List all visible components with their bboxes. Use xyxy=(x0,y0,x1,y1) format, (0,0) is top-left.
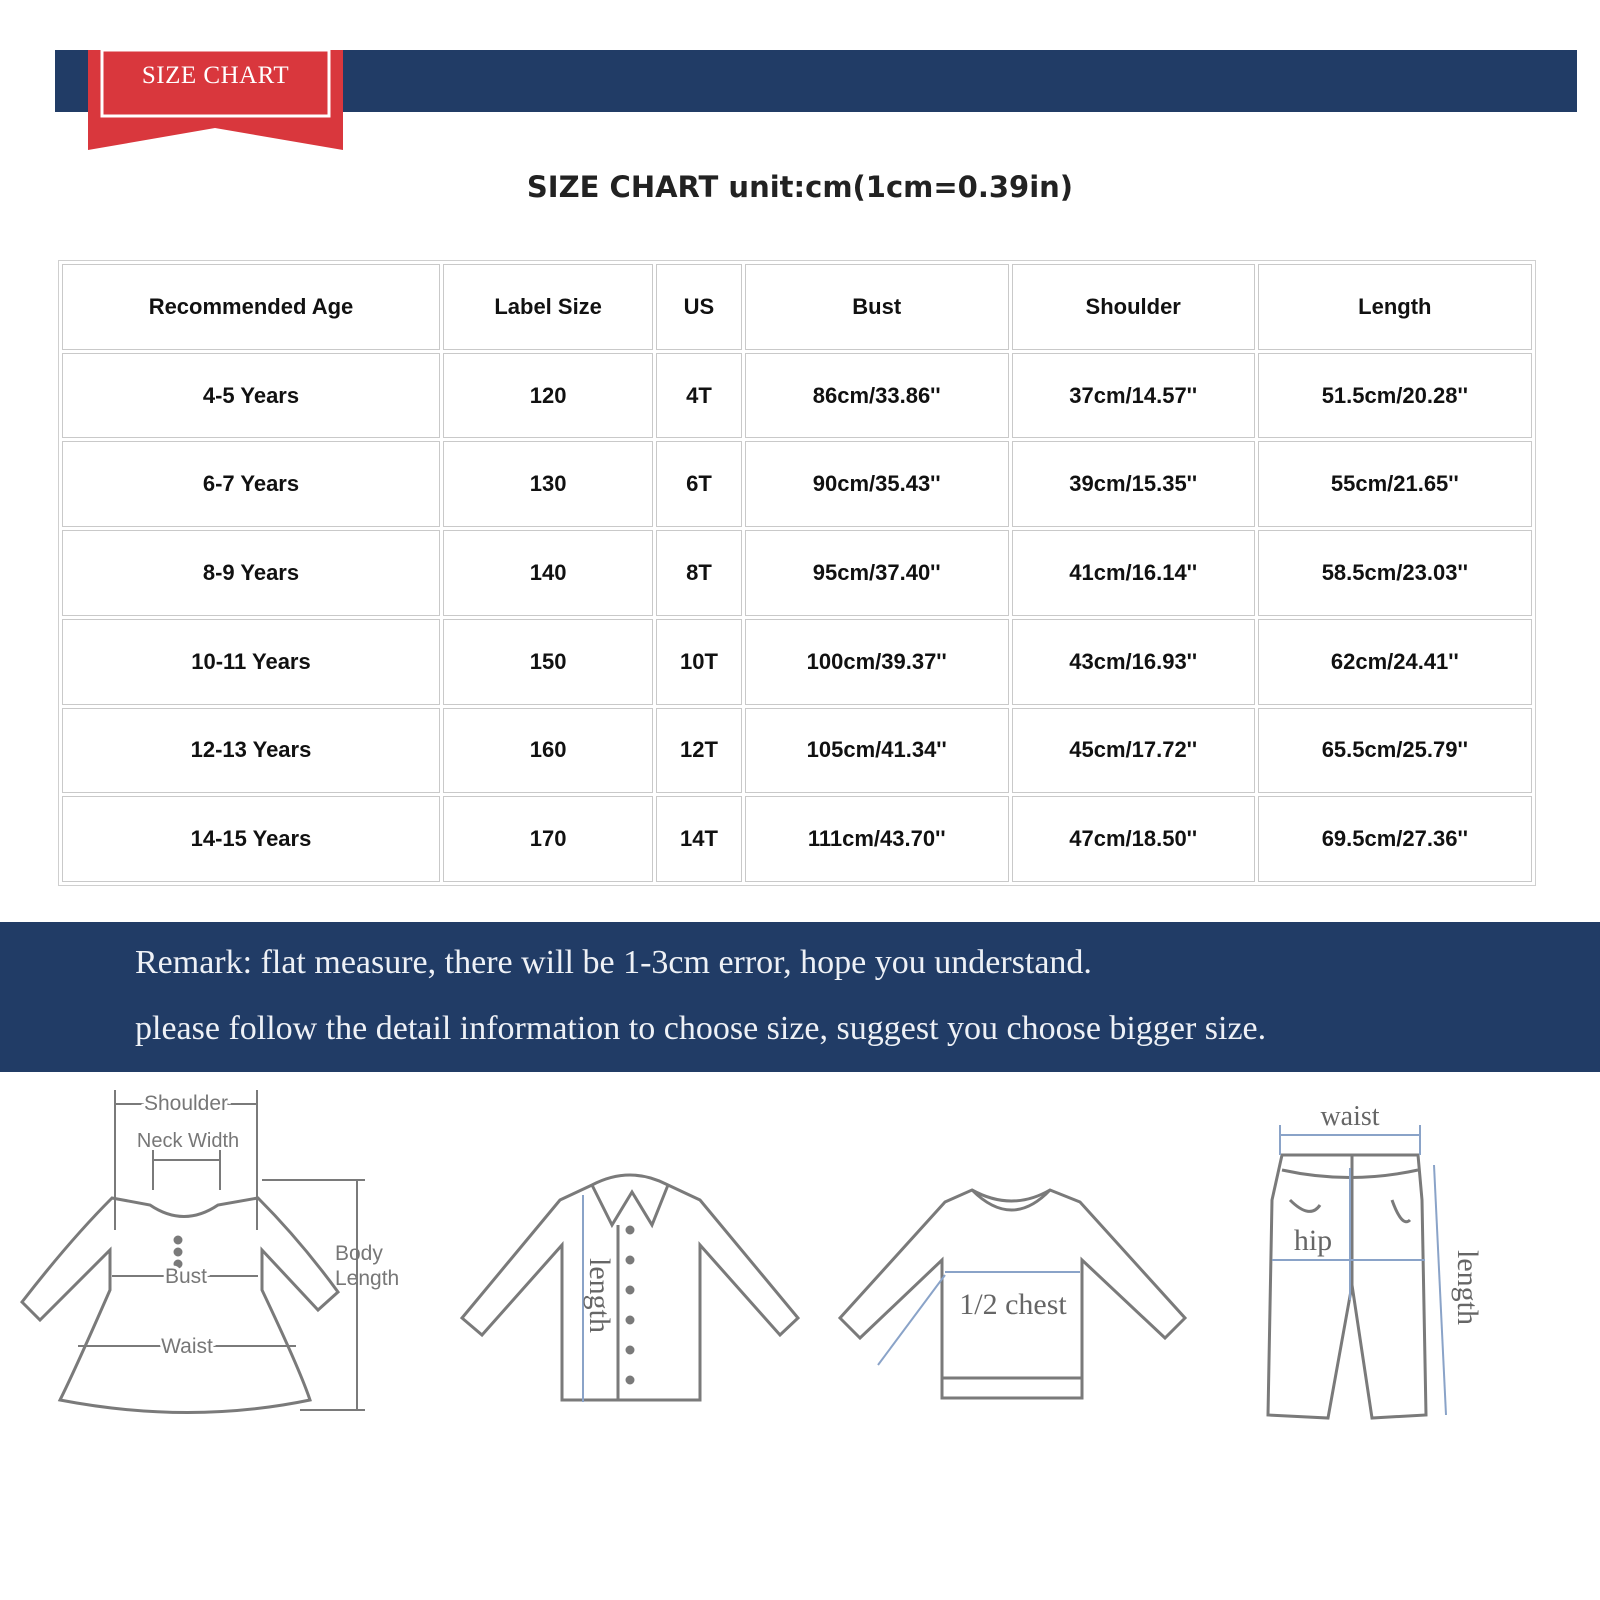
cell-bust: 111cm/43.70'' xyxy=(745,796,1009,882)
cell-shoulder: 39cm/15.35'' xyxy=(1012,441,1255,527)
cell-bust: 90cm/35.43'' xyxy=(745,441,1009,527)
table-row xyxy=(62,530,1532,616)
cell-us: 10T xyxy=(656,619,741,705)
cell-label-size: 130 xyxy=(443,441,653,527)
cell-length: 51.5cm/20.28'' xyxy=(1258,353,1532,439)
table-row xyxy=(62,441,1532,527)
measurement-diagrams xyxy=(0,1080,1600,1460)
cell-shoulder: 41cm/16.14'' xyxy=(1012,530,1255,616)
cell-bust: 105cm/41.34'' xyxy=(745,708,1009,794)
dress-shoulder-label: Shoulder xyxy=(143,1092,229,1115)
pants-hip-label: hip xyxy=(1293,1224,1333,1257)
header-us: US xyxy=(656,264,741,350)
shirt-length-label: length xyxy=(583,1258,616,1333)
table-header-row xyxy=(62,264,1532,350)
cell-shoulder: 37cm/14.57'' xyxy=(1012,353,1255,439)
sweater-chest-label: 1/2 chest xyxy=(959,1288,1067,1321)
remark-line-1: Remark: flat measure, there will be 1-3cm error, hope you understand. xyxy=(135,944,1092,981)
remark-line-2: please follow the detail information to choose size, suggest you choose bigger size. xyxy=(135,1010,1267,1047)
pants-length-label: length xyxy=(1451,1250,1484,1325)
cell-length: 65.5cm/25.79'' xyxy=(1258,708,1532,794)
dress-neck-label: Neck Width xyxy=(136,1130,240,1152)
header-age: Recommended Age xyxy=(62,264,440,350)
dress-waist-label: Waist xyxy=(161,1335,213,1358)
page-title: SIZE CHART unit:cm(1cm=0.39in) xyxy=(526,170,1074,204)
header-label-size: Label Size xyxy=(443,264,653,350)
table-row xyxy=(62,353,1532,439)
cell-age: 10-11 Years xyxy=(62,619,440,705)
dress-body-label: Body xyxy=(335,1242,383,1265)
sweater-diagram xyxy=(840,1190,1185,1398)
cell-label-size: 120 xyxy=(443,353,653,439)
cell-shoulder: 45cm/17.72'' xyxy=(1012,708,1255,794)
cell-label-size: 140 xyxy=(443,530,653,616)
cell-label-size: 160 xyxy=(443,708,653,794)
dress-diagram xyxy=(22,1090,399,1413)
dress-length-label: Length xyxy=(335,1267,400,1290)
cell-length: 58.5cm/23.03'' xyxy=(1258,530,1532,616)
cell-length: 62cm/24.41'' xyxy=(1258,619,1532,705)
cell-age: 4-5 Years xyxy=(62,353,440,439)
shirt-diagram xyxy=(462,1175,798,1402)
cell-label-size: 150 xyxy=(443,619,653,705)
pants-waist-label: waist xyxy=(1320,1101,1380,1132)
table-row xyxy=(62,796,1532,882)
cell-us: 6T xyxy=(656,441,741,527)
header-length: Length xyxy=(1258,264,1532,350)
header-shoulder: Shoulder xyxy=(1012,264,1255,350)
size-table xyxy=(58,260,1536,886)
cell-bust: 100cm/39.37'' xyxy=(745,619,1009,705)
cell-us: 14T xyxy=(656,796,741,882)
header-bust: Bust xyxy=(745,264,1009,350)
cell-length: 55cm/21.65'' xyxy=(1258,441,1532,527)
cell-us: 4T xyxy=(656,353,741,439)
pants-diagram xyxy=(1268,1101,1484,1418)
table-row xyxy=(62,619,1532,705)
cell-age: 8-9 Years xyxy=(62,530,440,616)
cell-age: 14-15 Years xyxy=(62,796,440,882)
table-row xyxy=(62,708,1532,794)
size-chart-badge: SIZE CHART xyxy=(141,62,290,89)
cell-us: 8T xyxy=(656,530,741,616)
cell-bust: 95cm/37.40'' xyxy=(745,530,1009,616)
cell-shoulder: 43cm/16.93'' xyxy=(1012,619,1255,705)
cell-label-size: 170 xyxy=(443,796,653,882)
cell-age: 12-13 Years xyxy=(62,708,440,794)
cell-us: 12T xyxy=(656,708,741,794)
cell-bust: 86cm/33.86'' xyxy=(745,353,1009,439)
dress-bust-label: Bust xyxy=(164,1265,208,1288)
cell-length: 69.5cm/27.36'' xyxy=(1258,796,1532,882)
cell-age: 6-7 Years xyxy=(62,441,440,527)
cell-shoulder: 47cm/18.50'' xyxy=(1012,796,1255,882)
